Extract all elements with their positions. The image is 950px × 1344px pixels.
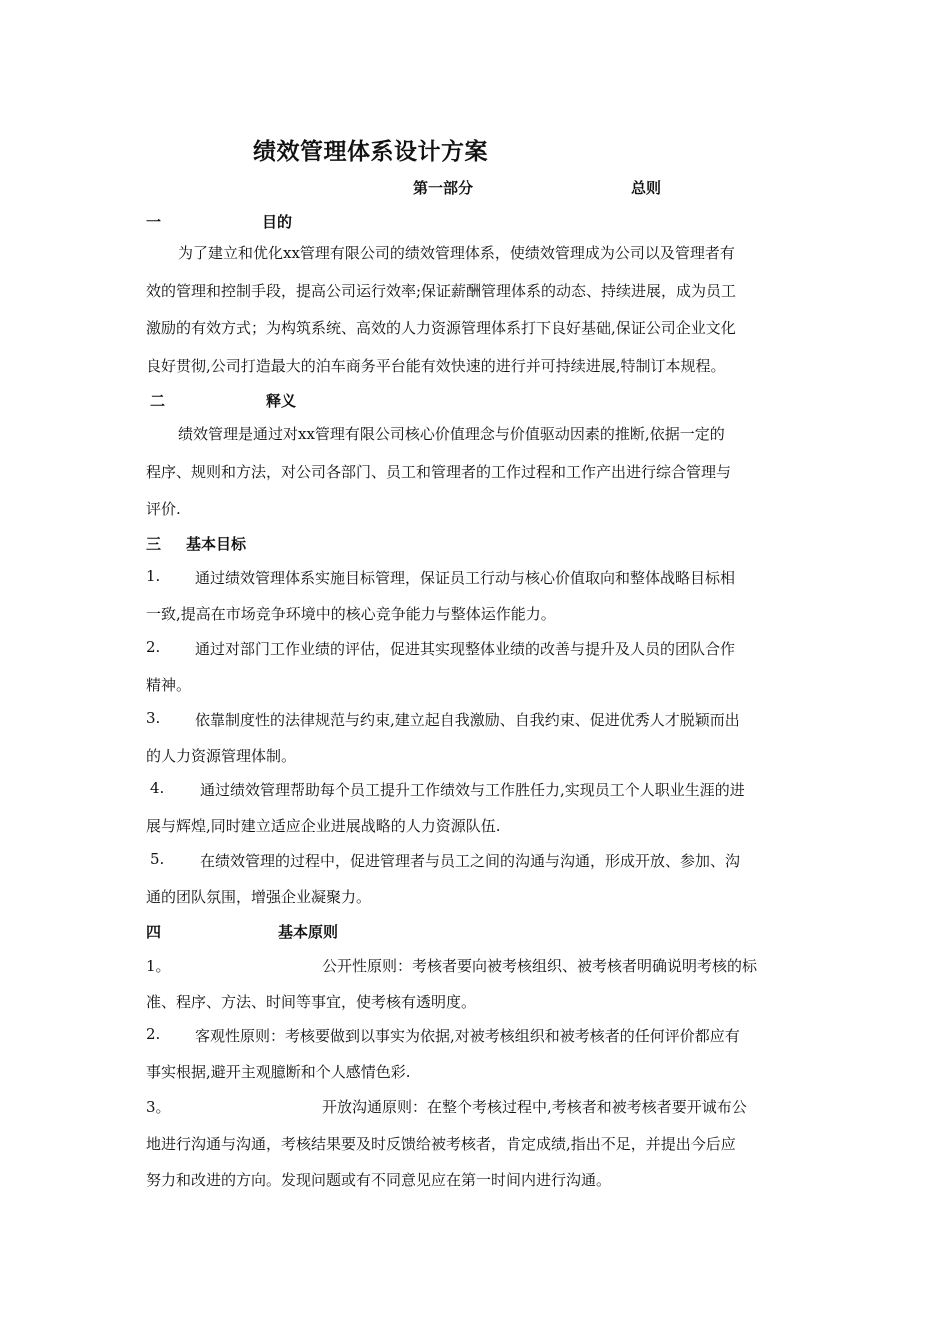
part-title: 总则 bbox=[631, 179, 662, 197]
goal-text-continued: 一致,提高在市场竞争环境中的核心竞争能力与整体运作能力。 bbox=[146, 605, 556, 623]
goal-number: 1. bbox=[146, 567, 161, 585]
goal-text-continued: 精神。 bbox=[146, 676, 192, 694]
goal-number: 4. bbox=[150, 779, 165, 797]
section-3-number: 三 bbox=[146, 535, 162, 553]
goal-text-continued: 通的团队氛围，增强企业凝聚力。 bbox=[146, 888, 372, 906]
principle-text: 公开性原则：考核者要向被考核组织、被考核者明确说明考核的标 bbox=[322, 957, 758, 975]
section-2-number: 二 bbox=[150, 392, 166, 410]
principle-text-continued: 准、程序、方法、时间等事宜，使考核有透明度。 bbox=[146, 993, 477, 1011]
goal-text: 通过对部门工作业绩的评估，促进其实现整体业绩的改善与提升及人员的团队合作 bbox=[195, 640, 736, 658]
document-title: 绩效管理体系设计方案 bbox=[253, 138, 488, 165]
principle-text-continued: 事实根据,避开主观臆断和个人感情色彩. bbox=[146, 1063, 411, 1081]
principle-text: 开放沟通原则：在整个考核过程中,考核者和被考核者要开诚布公 bbox=[322, 1098, 747, 1116]
goal-text-continued: 的人力资源管理体制。 bbox=[146, 747, 297, 765]
section-4-number: 四 bbox=[146, 923, 162, 941]
purpose-line: 激励的有效方式；为构筑系统、高效的人力资源管理体系打下良好基础,保证公司企业文化 bbox=[146, 319, 736, 337]
section-3-title: 基本目标 bbox=[186, 535, 247, 553]
part-label: 第一部分 bbox=[413, 179, 474, 197]
purpose-line: 效的管理和控制手段，提高公司运行效率;保证薪酬管理体系的动态、持续进展，成为员工 bbox=[146, 282, 737, 300]
goal-number: 3. bbox=[146, 709, 161, 727]
section-1-number: 一 bbox=[146, 213, 162, 231]
principle-number: 3。 bbox=[146, 1098, 171, 1116]
principle-text-continued: 地进行沟通与沟通，考核结果要及时反馈给被考核者，肯定成绩,指出不足，并提出今后应 bbox=[146, 1135, 736, 1153]
principle-number: 1。 bbox=[146, 957, 171, 975]
goal-text: 在绩效管理的过程中，促进管理者与员工之间的沟通与沟通，形成开放、参加、沟 bbox=[200, 852, 741, 870]
principle-text-continued: 努力和改进的方向。发现问题或有不同意见应在第一时间内进行沟通。 bbox=[146, 1171, 612, 1189]
section-4-title: 基本原则 bbox=[278, 923, 339, 941]
section-1-title: 目的 bbox=[262, 213, 293, 231]
definition-line: 绩效管理是通过对xx管理有限公司核心价值理念与价值驱动因素的推断,依据一定的 bbox=[178, 425, 725, 443]
definition-line: 评价. bbox=[146, 500, 181, 518]
goal-text: 通过绩效管理体系实施目标管理，保证员工行动与核心价值取向和整体战略目标相 bbox=[195, 569, 736, 587]
goal-text-continued: 展与辉煌,同时建立适应企业进展战略的人力资源队伍. bbox=[146, 817, 501, 835]
goal-number: 2. bbox=[146, 638, 161, 656]
goal-text: 依靠制度性的法律规范与约束,建立起自我激励、自我约束、促进优秀人才脱颖而出 bbox=[195, 711, 740, 729]
goal-number: 5. bbox=[150, 850, 165, 868]
section-2-title: 释义 bbox=[266, 392, 297, 410]
principle-text: 客观性原则：考核要做到以事实为依据,对被考核组织和被考核者的任何评价都应有 bbox=[195, 1027, 740, 1045]
goal-text: 通过绩效管理帮助每个员工提升工作绩效与工作胜任力,实现员工个人职业生涯的进 bbox=[200, 781, 745, 799]
definition-line: 程序、规则和方法，对公司各部门、员工和管理者的工作过程和工作产出进行综合管理与 bbox=[146, 463, 732, 481]
principle-number: 2. bbox=[146, 1025, 161, 1043]
purpose-line: 良好贯彻,公司打造最大的泊车商务平台能有效快速的进行并可持续进展,特制订本规程。 bbox=[146, 357, 726, 375]
purpose-line: 为了建立和优化xx管理有限公司的绩效管理体系，使绩效管理成为公司以及管理者有 bbox=[178, 244, 735, 262]
